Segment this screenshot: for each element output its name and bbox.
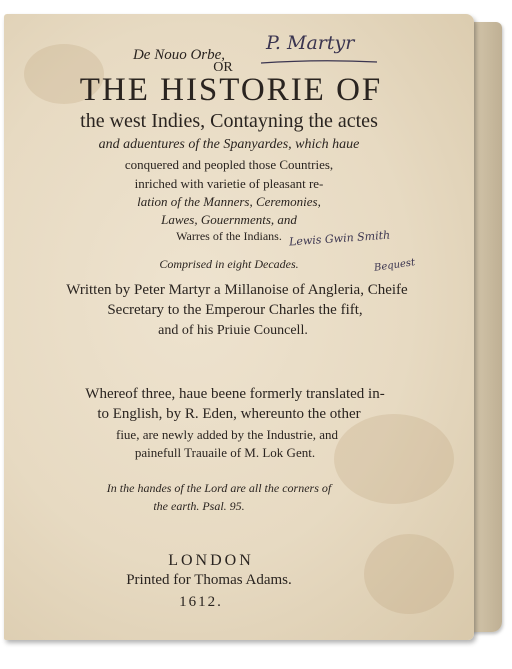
handwritten-note: Lewis Gwin Smith — [288, 228, 391, 249]
translation-line: to English, by R. Eden, whereunto the other — [97, 406, 361, 422]
decades-line: Comprised in eight Decades. — [159, 257, 299, 271]
imprint-printer: Printed for Thomas Adams. — [126, 572, 292, 588]
author-line: and of his Priuie Councell. — [158, 323, 308, 338]
imprint-city: LONDON — [168, 552, 254, 569]
title-line: conquered and peopled those Countries, — [124, 157, 334, 172]
motto-line: the earth. Psal. 95. — [153, 499, 245, 513]
translation-line: fiue, are newly added by the Industrie, and — [115, 427, 338, 442]
translation-line: Whereof three, haue beene formerly translated in- — [85, 386, 385, 402]
title-line: lation of the Manners, Ceremonies, — [137, 194, 321, 209]
author-line: Secretary to the Emperour Charles the fift, — [107, 302, 363, 318]
title-page — [4, 14, 474, 640]
or-line: OR — [213, 60, 233, 75]
translation-line: painefull Trauaile of M. Lok Gent. — [134, 445, 316, 460]
main-title: THE HISTORIE OF — [79, 72, 383, 108]
title-line: inriched with varietie of pleasant re- — [134, 176, 324, 191]
title-line: Lawes, Gouernments, and — [161, 212, 297, 227]
motto-line: In the handes of the Lord are all the corners of — [106, 481, 332, 495]
title-line: Warres of the Indians. — [176, 229, 282, 243]
title-line: and aduentures of the Spanyardes, which haue — [98, 137, 360, 152]
latin-title: De Nouo Orbe, — [132, 47, 226, 63]
handwritten-signature: P. Martyr — [266, 32, 355, 54]
title-line: the west Indies, Contayning the actes — [80, 110, 378, 132]
handwritten-note: Bequest — [373, 257, 416, 274]
imprint-year: 1612. — [179, 594, 223, 610]
author-line: Written by Peter Martyr a Millanoise of Angleria, Cheife — [66, 282, 408, 298]
